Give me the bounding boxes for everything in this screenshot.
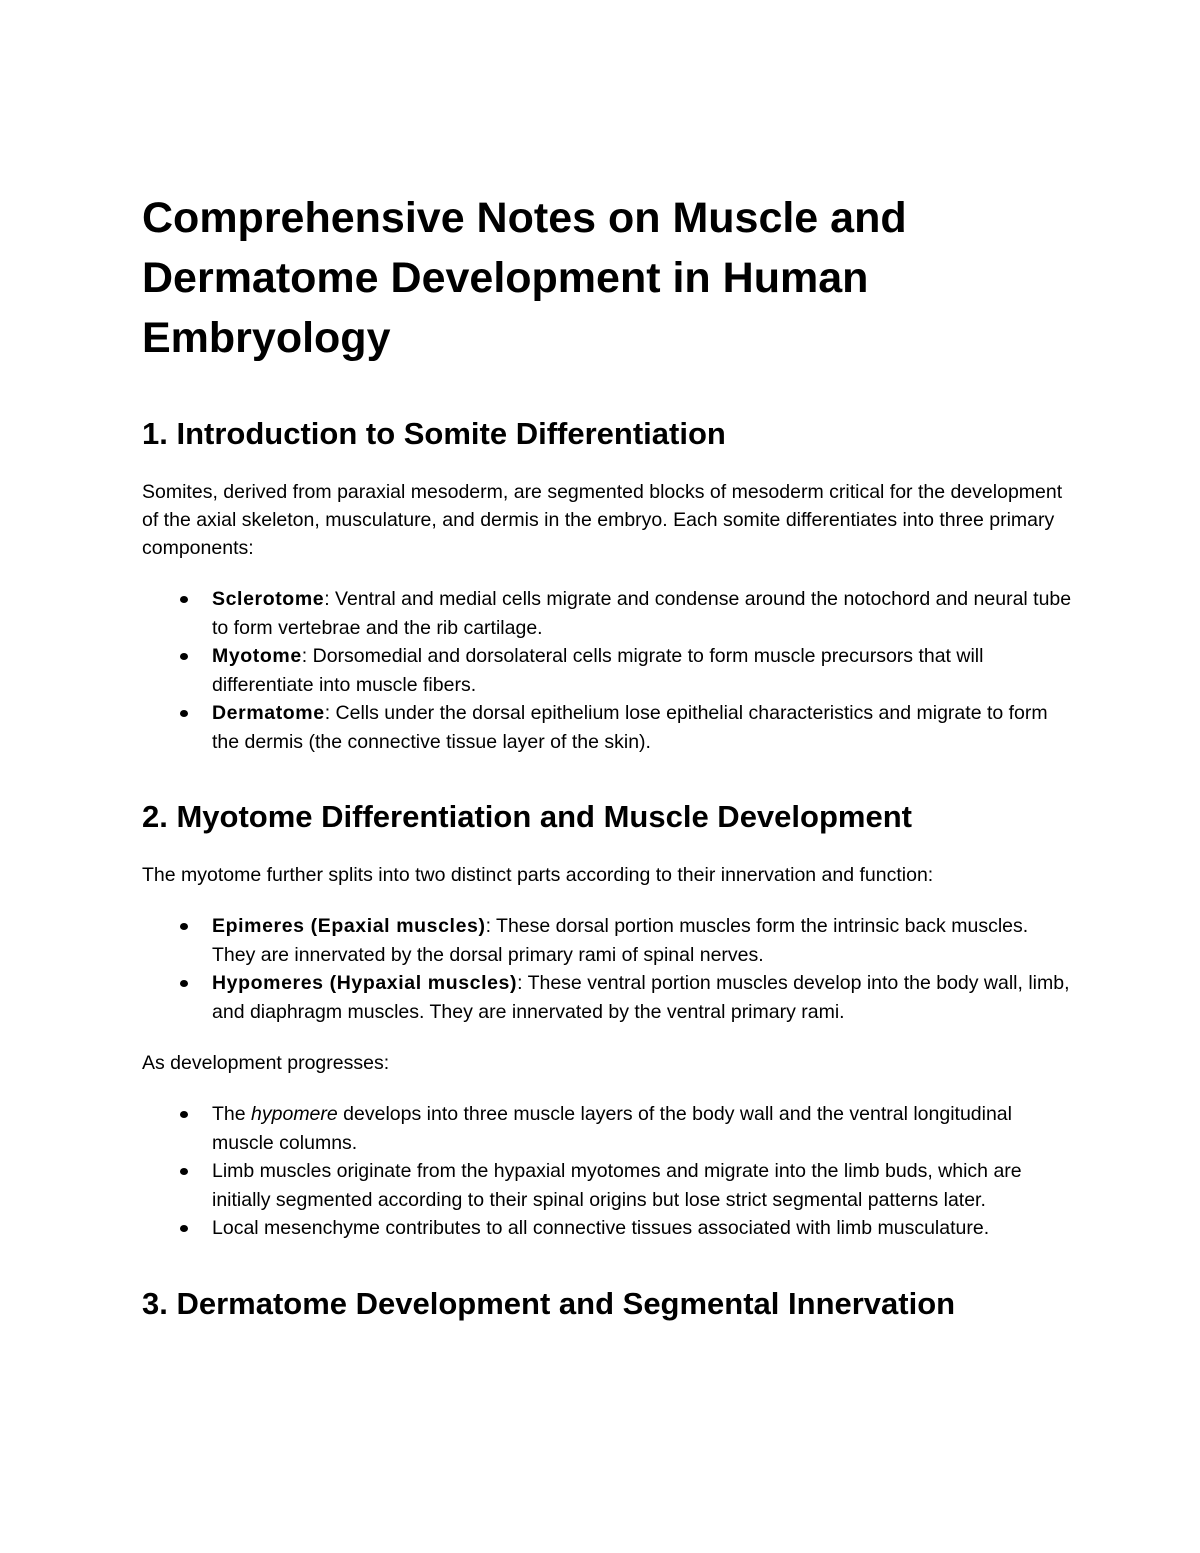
list-item [142, 912, 1072, 969]
list-item [142, 642, 1072, 699]
list-item-emphasis: hypomere [251, 1103, 338, 1125]
list-item-text: : These ventral portion muscles develop into the body wall, limb, and diaphragm muscles. They are innervated by the ventral primary rami. [212, 972, 1070, 1023]
section-2-intro: The myotome further splits into two distinct parts according to their innervation and function: [142, 864, 934, 886]
list-item-term: Dermatome [212, 702, 325, 724]
list-item-text: : These dorsal portion muscles form the intrinsic back muscles. They are innervated by the dorsal primary rami of spinal nerves. [212, 915, 1029, 966]
section-2-list [142, 912, 1072, 1026]
section-1-intro: Somites, derived from paraxial mesoderm, are segmented blocks of mesoderm critical for the development of the axial skeleton, musculature, and dermis in the embryo. Each somite differentiates into three primary components: [142, 481, 1063, 559]
list-item-term: Myotome [212, 645, 302, 667]
bullet-icon [180, 596, 188, 603]
list-item-term: Hypomeres (Hypaxial muscles) [212, 972, 518, 994]
section-3-heading: 3. Dermatome Development and Segmental Innervation [142, 1285, 956, 1321]
list-item-term: Sclerotome [212, 588, 325, 610]
bullet-icon [180, 1225, 188, 1232]
list-item [142, 1214, 1072, 1243]
document-page [142, 188, 1072, 1348]
list-item-text: develops into three muscle layers of the body wall and the ventral longitudinal muscle columns. [212, 1103, 1012, 1154]
bullet-icon [180, 710, 188, 717]
list-item-text: : Ventral and medial cells migrate and condense around the notochord and neural tube to form vertebrae and the rib cartilage. [212, 588, 1072, 639]
list-item [142, 585, 1072, 642]
list-item [142, 699, 1072, 756]
bullet-icon [180, 1168, 188, 1175]
list-item-text: The [212, 1103, 252, 1125]
bullet-icon [180, 653, 188, 660]
list-item [142, 969, 1072, 1026]
list-item-text: Limb muscles originate from the hypaxial myotomes and migrate into the limb buds, which are initially segmented according to their spinal origins but lose strict segmental patterns later. [212, 1160, 1022, 1211]
list-item-text: : Dorsomedial and dorsolateral cells migrate to form muscle precursors that will differentiate into muscle fibers. [212, 645, 984, 696]
section-2-list-2 [142, 1100, 1072, 1243]
document-title: Comprehensive Notes on Muscle and Dermatome Development in Human Embryology [142, 194, 907, 362]
section-2-heading: 2. Myotome Differentiation and Muscle Development [142, 799, 912, 834]
bullet-icon [180, 1111, 188, 1118]
bullet-icon [180, 980, 188, 987]
list-item-term: Epimeres (Epaxial muscles) [212, 915, 486, 937]
bullet-icon [180, 923, 188, 930]
list-item [142, 1100, 1072, 1157]
list-item-text: Local mesenchyme contributes to all connective tissues associated with limb musculature. [212, 1217, 990, 1239]
list-item [142, 1157, 1072, 1214]
section-2-intro-2: As development progresses: [142, 1052, 390, 1074]
list-item-text: : Cells under the dorsal epithelium lose epithelial characteristics and migrate to form the dermis (the connective tissue layer of the skin). [212, 702, 1048, 753]
section-1-heading: 1. Introduction to Somite Differentiation [142, 416, 726, 451]
section-1-list [142, 585, 1072, 756]
